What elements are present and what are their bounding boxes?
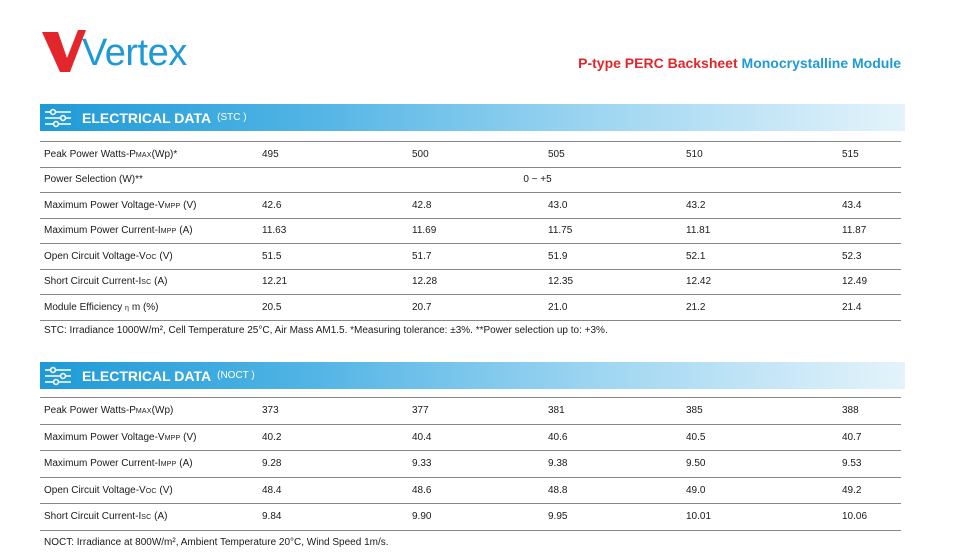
value-cell: 40.4 [412, 424, 548, 451]
product-subtitle [578, 55, 901, 71]
label-sub: MPP [160, 461, 177, 469]
value-cell: 43.2 [686, 193, 824, 219]
value-cell: 12.21 [262, 269, 412, 295]
parameter-label [40, 424, 262, 451]
value-cell: 42.8 [412, 193, 548, 219]
parameter-label [40, 244, 262, 270]
label-pre: Short Circuit Current-I [44, 511, 142, 523]
parameter-label [40, 193, 262, 219]
stc-section-header [40, 104, 905, 131]
value-cell: 515 [824, 142, 901, 168]
table-row [40, 504, 901, 531]
noct-section-title: ELECTRICAL DATA [82, 367, 212, 384]
value-cell: 11.81 [686, 218, 824, 244]
table-row [40, 269, 901, 295]
table-row [40, 398, 901, 425]
label-post: (A) [176, 225, 193, 237]
value-cell: 9.50 [686, 451, 824, 478]
value-cell: 388 [824, 398, 901, 425]
value-cell: 48.8 [548, 477, 686, 504]
parameter-label [40, 167, 262, 193]
table-row [40, 295, 901, 321]
table-row [40, 142, 901, 168]
value-cell: 9.90 [412, 504, 548, 531]
label-sub: MPP [164, 202, 181, 210]
label-post: (V) [180, 431, 197, 443]
parameter-label [40, 504, 262, 531]
label-sub: SC [141, 279, 152, 287]
label-sub: η [124, 304, 130, 312]
value-cell: 11.87 [824, 218, 901, 244]
value-cell: 52.3 [824, 244, 901, 270]
value-cell: 0 ~ +5 [262, 167, 901, 193]
label-post: (V) [156, 250, 173, 262]
value-cell: 12.28 [412, 269, 548, 295]
label-pre: Peak Power Watts-P [44, 405, 136, 417]
label-sub: MAX [135, 408, 152, 416]
noct-table [40, 397, 901, 531]
label-post: (Wp) [151, 405, 174, 417]
value-cell: 9.38 [548, 451, 686, 478]
parameter-label [40, 218, 262, 244]
subtitle-red-part: P-type PERC Backsheet [578, 55, 738, 71]
label-pre: Maximum Power Current-I [44, 225, 161, 237]
value-cell: 500 [412, 142, 548, 168]
value-cell: 51.7 [412, 244, 548, 270]
table-row [40, 167, 901, 193]
value-cell: 49.0 [686, 477, 824, 504]
value-cell: 10.06 [824, 504, 901, 531]
parameter-label [40, 477, 262, 504]
brand-logo [40, 24, 187, 74]
stc-section-title: ELECTRICAL DATA [82, 109, 212, 126]
stc-table [40, 141, 901, 321]
value-cell: 20.5 [262, 295, 412, 321]
value-cell: 21.0 [548, 295, 686, 321]
value-cell: 51.5 [262, 244, 412, 270]
label-post: (Wp)* [151, 148, 178, 160]
label-pre: Module Efficiency [44, 301, 125, 313]
label-post: (V) [180, 199, 197, 211]
label-pre: Maximum Power Voltage-V [44, 199, 165, 211]
label-sub: MPP [164, 434, 181, 442]
subtitle-blue-part: Monocrystalline Module [741, 55, 901, 71]
value-cell: 52.1 [686, 244, 824, 270]
value-cell: 505 [548, 142, 686, 168]
sliders-icon [44, 108, 72, 128]
value-cell: 385 [686, 398, 824, 425]
label-pre: Open Circuit Voltage-V [44, 484, 146, 496]
value-cell: 43.0 [548, 193, 686, 219]
value-cell: 40.2 [262, 424, 412, 451]
value-cell: 510 [686, 142, 824, 168]
value-cell: 43.4 [824, 193, 901, 219]
value-cell: 11.63 [262, 218, 412, 244]
label-pre: Peak Power Watts-P [44, 148, 136, 160]
label-sub: OC [145, 253, 157, 261]
stc-section-subtitle: (STC ) [217, 112, 247, 123]
value-cell: 9.95 [548, 504, 686, 531]
value-cell: 21.4 [824, 295, 901, 321]
table-row [40, 477, 901, 504]
value-cell: 48.6 [412, 477, 548, 504]
value-cell: 40.7 [824, 424, 901, 451]
label-sub: MAX [135, 151, 152, 159]
value-cell: 51.9 [548, 244, 686, 270]
value-cell: 9.28 [262, 451, 412, 478]
parameter-label [40, 398, 262, 425]
value-cell: 12.35 [548, 269, 686, 295]
value-cell: 10.01 [686, 504, 824, 531]
value-cell: 11.75 [548, 218, 686, 244]
value-cell: 12.42 [686, 269, 824, 295]
value-cell: 11.69 [412, 218, 548, 244]
table-row [40, 218, 901, 244]
parameter-label [40, 295, 262, 321]
value-cell: 381 [548, 398, 686, 425]
label-pre: Maximum Power Voltage-V [44, 431, 165, 443]
stc-footnote: STC: Irradiance 1000W/m², Cell Temperature 25°C, Air Mass AM1.5. *Measuring tolerance: ±3%. **Power selection up to: +3%. [44, 325, 608, 336]
value-cell: 9.84 [262, 504, 412, 531]
value-cell: 495 [262, 142, 412, 168]
label-post: (A) [151, 511, 168, 523]
noct-section-subtitle: (NOCT ) [217, 370, 255, 381]
value-cell: 48.4 [262, 477, 412, 504]
logo-text: Vertex [82, 32, 187, 74]
value-cell: 12.49 [824, 269, 901, 295]
parameter-label [40, 451, 262, 478]
label-pre: Power Selection (W)** [44, 174, 143, 186]
parameter-label [40, 142, 262, 168]
value-cell: 373 [262, 398, 412, 425]
label-sub: SC [141, 514, 152, 522]
label-post: (A) [151, 276, 168, 288]
label-pre: Maximum Power Current-I [44, 458, 161, 470]
table-row [40, 451, 901, 478]
value-cell: 40.6 [548, 424, 686, 451]
label-post: (V) [156, 484, 173, 496]
noct-footnote: NOCT: Irradiance at 800W/m², Ambient Temperature 20°C, Wind Speed 1m/s. [44, 537, 389, 548]
table-row [40, 193, 901, 219]
table-row [40, 244, 901, 270]
value-cell: 9.33 [412, 451, 548, 478]
noct-section-header [40, 362, 905, 389]
value-cell: 9.53 [824, 451, 901, 478]
value-cell: 40.5 [686, 424, 824, 451]
label-pre: Short Circuit Current-I [44, 276, 142, 288]
value-cell: 377 [412, 398, 548, 425]
parameter-label [40, 269, 262, 295]
label-pre: Open Circuit Voltage-V [44, 250, 146, 262]
value-cell: 49.2 [824, 477, 901, 504]
value-cell: 21.2 [686, 295, 824, 321]
table-row [40, 424, 901, 451]
label-post: m (%) [129, 301, 159, 313]
label-post: (A) [176, 458, 193, 470]
value-cell: 42.6 [262, 193, 412, 219]
label-sub: MPP [160, 228, 177, 236]
label-sub: OC [145, 487, 157, 495]
sliders-icon [44, 366, 72, 386]
value-cell: 20.7 [412, 295, 548, 321]
